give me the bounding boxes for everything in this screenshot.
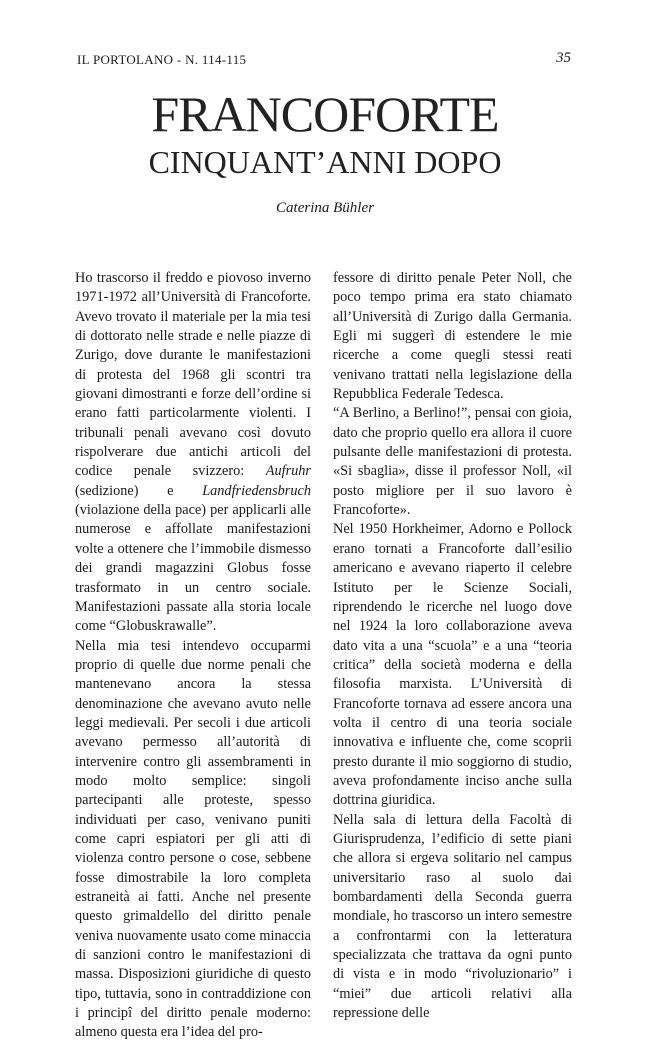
paragraph: fessore di diritto penale Peter Noll, che poco tempo prima era stato chiamato all’Università di Zurigo dalla Germania. Egli mi suggerì di estendere le mie ricerche a come quegli stessi reati venivano trattati nella legislazione della Repubblica Federale Tedesca. bbox=[333, 270, 572, 403]
paragraph: Nel 1950 Horkheimer, Adorno e Pollock erano tornati a Francoforte dall’esilio americano e avevano riaperto il celebre Istituto per le Scienze Sociali, riprendendo le ricerche nel luogo dove nel 1924 la loro collaborazione aveva dato vita a una “scuola” e a una “teoria critica” della società moderna e della filosofia marxista. L’Università di Francoforte tornava ad essere ancora una volta il centro di una teoria sociale innovativa e influente che, come scoprii presto durante il mio soggiorno di studio, aveva profondamente inciso anche sulla dottrina giuridica. bbox=[333, 521, 572, 809]
paragraph bbox=[75, 269, 311, 637]
page-number: 35 bbox=[556, 50, 571, 66]
legal-term: Landfriedensbruch bbox=[202, 482, 311, 499]
paragraph: Nella sala di lettura della Facoltà di Giurisprudenza, l’edificio di sette piani che allora si ergeva solitario nel campus universitario raso al suolo dai bombardamenti della Seconda guerra mondiale, ho trascorso un intero semestre a confrontarmi con la letteratura specializzata che trattava da ogni punto di vista e in modo “rivoluzionario” i “miei” due articoli relativi alla repressione delle bbox=[333, 811, 572, 1022]
legal-term: Aufruhr bbox=[265, 463, 311, 480]
right-column bbox=[333, 269, 572, 1023]
left-column bbox=[75, 269, 311, 1043]
text-span: Ho trascorso il freddo e piovoso inverno 1971-1972 all’Università di Francoforte. Avevo trovato il materiale per la mia tesi di dottorato nelle strade e nelle piazze di Zurigo, dove durante le manifestazioni di protesta del 1968 gli scontri tra giovani dimostranti e forze dell’ordine si erano fatti particolarmente violenti. I tribunali penali avevano così dovuto rispolverare due antichi articoli del codice penale svizzero: bbox=[75, 270, 311, 480]
text-span: (violazione della pace) per applicarli alle numerose e affollate manifestazioni volte a ottenere che l’immobile dismesso dei grandi magazzini Globus fosse trasformato in un centro sociale. Manifestazioni passate alla storia locale come “Globuskrawalle”. bbox=[75, 502, 311, 635]
article-title: FRANCOFORTE bbox=[151, 86, 499, 142]
text-span: (sedizione) e bbox=[75, 482, 203, 499]
paragraph: Nella mia tesi intendevo occuparmi proprio di quelle due norme penali che mantenevano ancora la stessa denominazione che avevano avuto nelle leggi medievali. Per secoli i due articoli avevano permesso all’autorità di intervenire contro gli assembramenti in modo molto semplice: singoli partecipanti alle proteste, spesso individuati per caso, venivano puniti come capri espiatori per gli atti di violenza contro persone o cose, sebbene fosse dimostrabile la loro completa estraneità ai fatti. Anche nel presente questo grimaldello del diritto penale veniva nuovamente usato come minaccia di sanzioni contro le manifestazioni di massa. Disposizioni giuridiche di questo tipo, tuttavia, sono in contraddizione con i principî del diritto penale moderno: almeno questa era l’idea del pro- bbox=[75, 637, 311, 1041]
paragraph: “A Berlino, a Berlino!”, pensai con gioia, dato che proprio quello era allora il cuore pulsante delle manifestazioni di protesta. «Si sbaglia», disse il professor Noll, «il posto migliore per il suo lavoro è Francoforte». bbox=[333, 405, 572, 519]
article-author: Caterina Bühler bbox=[276, 200, 374, 216]
article-subtitle: CINQUANT’ANNI DOPO bbox=[148, 144, 502, 180]
running-head: IL PORTOLANO - N. 114-115 bbox=[77, 52, 247, 67]
